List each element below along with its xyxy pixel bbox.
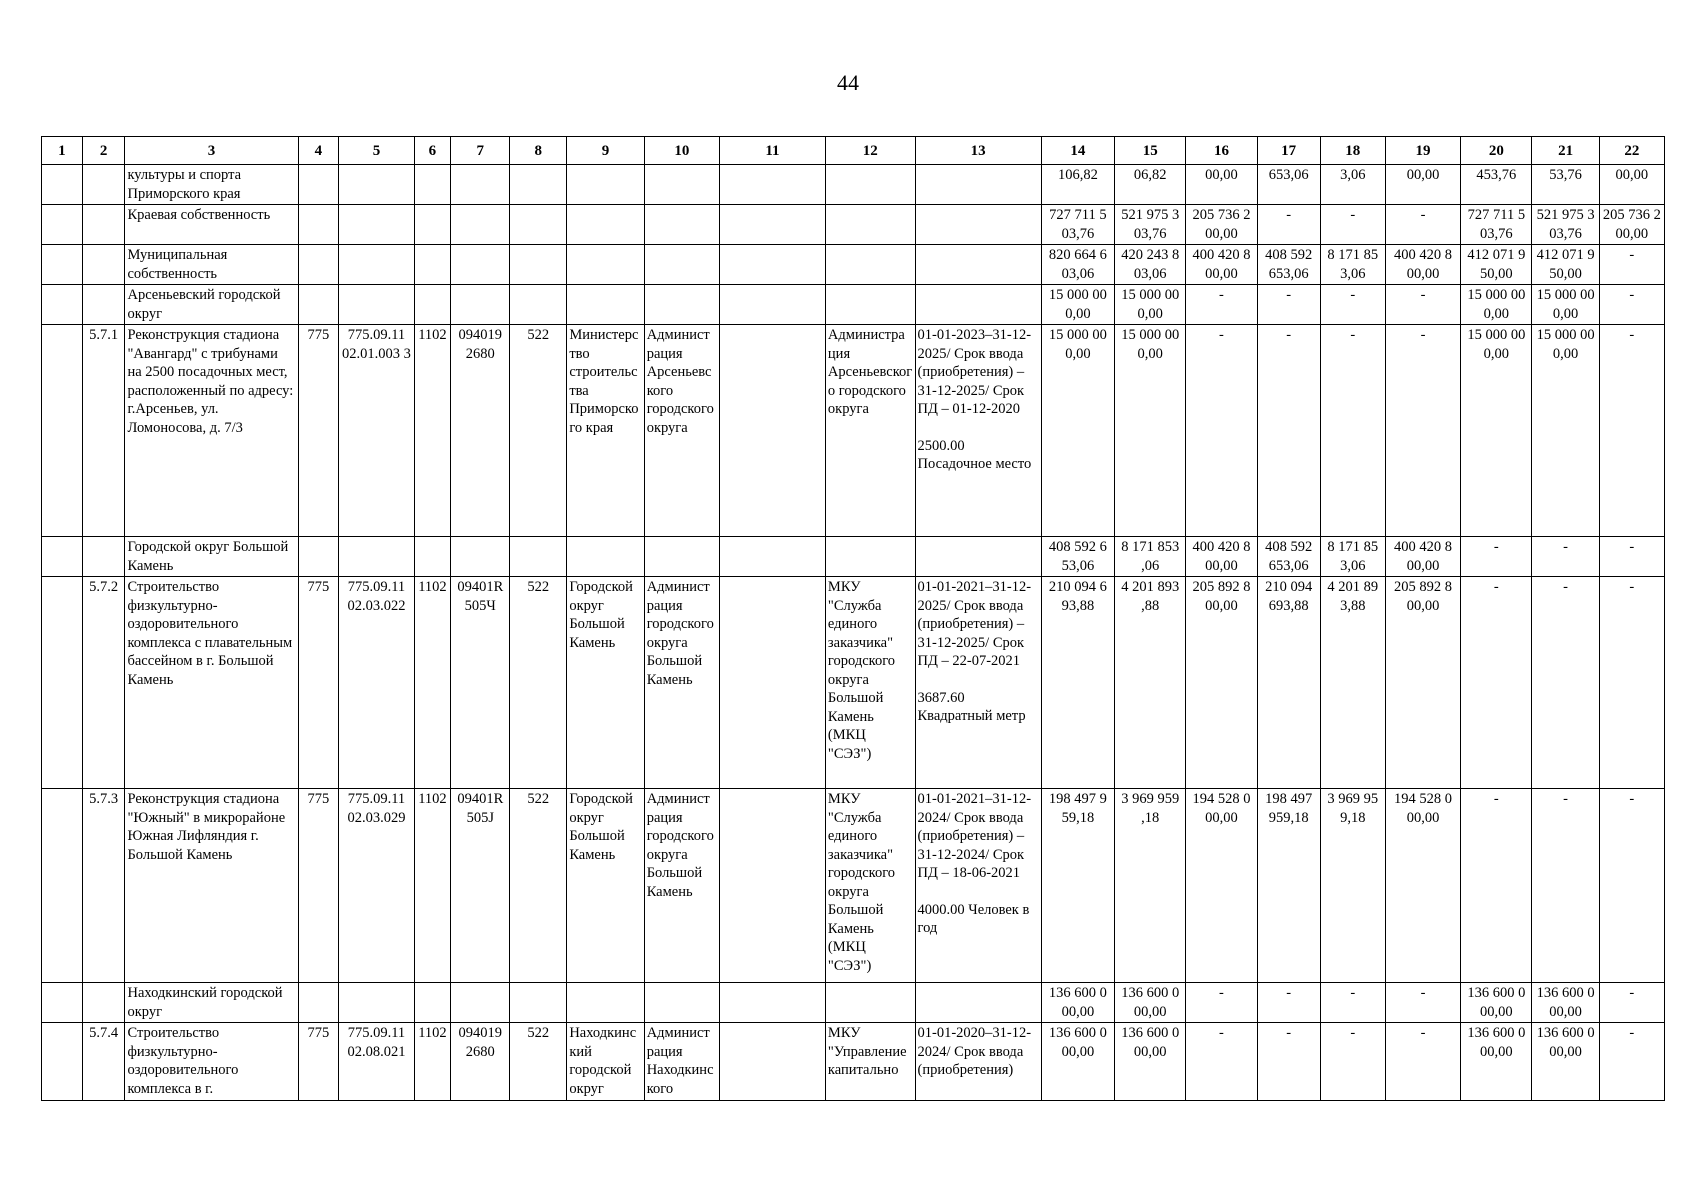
cell-col-8: 522 <box>510 577 567 789</box>
cell-col-9: Находкинский городской округ <box>567 1023 644 1101</box>
cell-col-8 <box>510 285 567 325</box>
cell-amount-col-18: 8 171 85 3,06 <box>1320 245 1385 285</box>
cell-item-number: 5.7.4 <box>82 1023 125 1101</box>
cell-col-6: 1102 <box>414 789 451 983</box>
cell-col-10 <box>644 245 719 285</box>
cell-amount-col-14: 727 711 5 03,76 <box>1041 205 1114 245</box>
cell-col-7: 094019 2680 <box>451 325 510 537</box>
table-body <box>42 165 1665 1101</box>
cell-object-name: Строительство физкультурно-оздоровительного комплекса с плавательным бассейном в г. Большой Камень <box>125 577 298 789</box>
cell-col-1 <box>42 789 83 983</box>
project-capacity: 4000.00 Человек в год <box>917 901 1030 936</box>
cell-col-11 <box>720 1023 826 1101</box>
cell-amount-col-22: - <box>1599 537 1664 577</box>
cell-col-12: МКУ "Управление капитально <box>825 1023 915 1101</box>
cell-amount-col-14: 408 592 6 53,06 <box>1041 537 1114 577</box>
cell-col-7: 09401R 505Ч <box>451 577 510 789</box>
cell-amount-col-16: 400 420 8 00,00 <box>1186 537 1257 577</box>
cell-col-10: Администрация городского округа Большой Камень <box>644 577 719 789</box>
column-header-7: 7 <box>451 137 510 165</box>
cell-col-7 <box>451 245 510 285</box>
cell-col-8: 522 <box>510 789 567 983</box>
cell-col-10: Администрация городского округа Большой Камень <box>644 789 719 983</box>
cell-col-12: МКУ "Служба единого заказчика" городского округа Большой Камень (МКЦ "СЭЗ") <box>825 789 915 983</box>
cell-col-13 <box>915 245 1041 285</box>
cell-item-number <box>82 983 125 1023</box>
cell-amount-col-16: 400 420 8 00,00 <box>1186 245 1257 285</box>
cell-col-9 <box>567 205 644 245</box>
column-header-21: 21 <box>1532 137 1599 165</box>
cell-col-13 <box>915 165 1041 205</box>
cell-col-5 <box>339 205 414 245</box>
project-dates: 01-01-2023–31-12-2025/ Срок ввода (приобретения) – 31-12-2025/ Срок ПД – 01-12-2020 <box>917 327 1032 417</box>
cell-amount-col-17: - <box>1257 1023 1320 1101</box>
cell-amount-col-15: 06,82 <box>1115 165 1186 205</box>
cell-amount-col-16: 205 892 8 00,00 <box>1186 577 1257 789</box>
cell-amount-col-22: - <box>1599 1023 1664 1101</box>
cell-amount-col-16: - <box>1186 983 1257 1023</box>
column-header-3: 3 <box>125 137 298 165</box>
owner-row <box>42 165 1665 205</box>
cell-amount-col-22: - <box>1599 325 1664 537</box>
cell-amount-col-21: 521 975 3 03,76 <box>1532 205 1599 245</box>
column-header-2: 2 <box>82 137 125 165</box>
cell-amount-col-14: 15 000 00 0,00 <box>1041 325 1114 537</box>
cell-col-1 <box>42 245 83 285</box>
cell-col-5 <box>339 537 414 577</box>
cell-amount-col-15: 521 975 3 03,76 <box>1115 205 1186 245</box>
project-row <box>42 577 1665 789</box>
cell-amount-col-21: 412 071 9 50,00 <box>1532 245 1599 285</box>
cell-amount-col-19: - <box>1385 1023 1460 1101</box>
cell-amount-col-16: 205 736 2 00,00 <box>1186 205 1257 245</box>
cell-object-name: Находкинский городской округ <box>125 983 298 1023</box>
cell-object-name: Муниципальная собственность <box>125 245 298 285</box>
cell-amount-col-19: - <box>1385 325 1460 537</box>
cell-amount-col-21: 136 600 0 00,00 <box>1532 983 1599 1023</box>
cell-col-6 <box>414 205 451 245</box>
cell-col-12 <box>825 983 915 1023</box>
cell-amount-col-17: 198 497 959,18 <box>1257 789 1320 983</box>
cell-item-number <box>82 165 125 205</box>
column-header-13: 13 <box>915 137 1041 165</box>
cell-col-11 <box>720 285 826 325</box>
cell-amount-col-19: 205 892 8 00,00 <box>1385 577 1460 789</box>
cell-amount-col-22: - <box>1599 285 1664 325</box>
owner-row <box>42 205 1665 245</box>
cell-col-11 <box>720 983 826 1023</box>
column-header-22: 22 <box>1599 137 1664 165</box>
cell-amount-col-17: - <box>1257 983 1320 1023</box>
column-header-18: 18 <box>1320 137 1385 165</box>
cell-col-10 <box>644 205 719 245</box>
cell-amount-col-20: 15 000 00 0,00 <box>1461 325 1532 537</box>
cell-amount-col-21: 15 000 00 0,00 <box>1532 325 1599 537</box>
cell-amount-col-17: - <box>1257 205 1320 245</box>
cell-col-12 <box>825 537 915 577</box>
cell-amount-col-17: - <box>1257 285 1320 325</box>
cell-amount-col-19: 00,00 <box>1385 165 1460 205</box>
cell-amount-col-14: 106,82 <box>1041 165 1114 205</box>
project-capacity: 2500.00 Посадочное место <box>917 437 1032 472</box>
header-row <box>42 137 1665 165</box>
cell-col-1 <box>42 537 83 577</box>
cell-amount-col-17: - <box>1257 325 1320 537</box>
cell-col-6 <box>414 537 451 577</box>
cell-col-11 <box>720 537 826 577</box>
cell-col-7 <box>451 983 510 1023</box>
column-header-10: 10 <box>644 137 719 165</box>
owner-row <box>42 245 1665 285</box>
cell-col-13 <box>915 537 1041 577</box>
cell-col-5 <box>339 285 414 325</box>
cell-col-12 <box>825 245 915 285</box>
cell-col-13 <box>915 285 1041 325</box>
cell-item-number <box>82 285 125 325</box>
cell-col-6 <box>414 245 451 285</box>
project-row <box>42 1023 1665 1101</box>
cell-col-13 <box>915 325 1041 537</box>
cell-col-7 <box>451 165 510 205</box>
cell-col-1 <box>42 325 83 537</box>
cell-amount-col-14: 820 664 6 03,06 <box>1041 245 1114 285</box>
cell-col-10 <box>644 165 719 205</box>
cell-amount-col-21: 136 600 0 00,00 <box>1532 1023 1599 1101</box>
budget-table <box>41 136 1665 1101</box>
owner-row <box>42 983 1665 1023</box>
cell-amount-col-21: - <box>1532 789 1599 983</box>
cell-item-number <box>82 205 125 245</box>
cell-amount-col-16: 194 528 0 00,00 <box>1186 789 1257 983</box>
project-row <box>42 325 1665 537</box>
cell-col-9: Городской округ Большой Камень <box>567 577 644 789</box>
cell-col-7: 094019 2680 <box>451 1023 510 1101</box>
cell-amount-col-20: 412 071 9 50,00 <box>1461 245 1532 285</box>
cell-amount-col-14: 210 094 6 93,88 <box>1041 577 1114 789</box>
cell-amount-col-19: 400 420 8 00,00 <box>1385 537 1460 577</box>
cell-amount-col-19: - <box>1385 205 1460 245</box>
cell-col-6 <box>414 285 451 325</box>
cell-amount-col-21: 53,76 <box>1532 165 1599 205</box>
project-dates: 01-01-2021–31-12-2025/ Срок ввода (приобретения) – 31-12-2025/ Срок ПД – 22-07-2021 <box>917 579 1032 669</box>
cell-amount-col-17: 653,06 <box>1257 165 1320 205</box>
cell-amount-col-20: 15 000 00 0,00 <box>1461 285 1532 325</box>
cell-amount-col-18: - <box>1320 285 1385 325</box>
cell-col-11 <box>720 577 826 789</box>
cell-amount-col-18: 4 201 89 3,88 <box>1320 577 1385 789</box>
cell-amount-col-19: 194 528 0 00,00 <box>1385 789 1460 983</box>
cell-col-13 <box>915 789 1041 983</box>
cell-col-5 <box>339 245 414 285</box>
cell-amount-col-14: 15 000 00 0,00 <box>1041 285 1114 325</box>
cell-col-8 <box>510 983 567 1023</box>
project-dates: 01-01-2021–31-12-2024/ Срок ввода (приобретения) – 31-12-2024/ Срок ПД – 18-06-2021 <box>917 791 1032 881</box>
cell-col-8 <box>510 205 567 245</box>
cell-amount-col-18: - <box>1320 983 1385 1023</box>
column-header-1: 1 <box>42 137 83 165</box>
cell-col-1 <box>42 1023 83 1101</box>
column-header-15: 15 <box>1115 137 1186 165</box>
project-row <box>42 789 1665 983</box>
cell-amount-col-18: - <box>1320 205 1385 245</box>
cell-amount-col-22: - <box>1599 789 1664 983</box>
column-header-20: 20 <box>1461 137 1532 165</box>
cell-amount-col-15: 15 000 00 0,00 <box>1115 325 1186 537</box>
cell-col-5 <box>339 983 414 1023</box>
cell-col-1 <box>42 577 83 789</box>
cell-amount-col-17: 210 094 693,88 <box>1257 577 1320 789</box>
cell-col-9: Министерство строительства Приморского края <box>567 325 644 537</box>
cell-item-number <box>82 537 125 577</box>
cell-col-12: МКУ "Служба единого заказчика" городского округа Большой Камень (МКЦ "СЭЗ") <box>825 577 915 789</box>
cell-col-5 <box>339 165 414 205</box>
column-header-4: 4 <box>298 137 339 165</box>
cell-amount-col-14: 136 600 0 00,00 <box>1041 1023 1114 1101</box>
cell-amount-col-15: 420 243 8 03,06 <box>1115 245 1186 285</box>
cell-col-9 <box>567 983 644 1023</box>
cell-amount-col-20: - <box>1461 577 1532 789</box>
cell-col-4 <box>298 537 339 577</box>
cell-col-8 <box>510 165 567 205</box>
cell-col-13 <box>915 205 1041 245</box>
cell-col-6: 1102 <box>414 325 451 537</box>
cell-col-5: 775.09.11 02.03.022 <box>339 577 414 789</box>
cell-object-name: Городской округ Большой Камень <box>125 537 298 577</box>
cell-col-11 <box>720 205 826 245</box>
column-header-9: 9 <box>567 137 644 165</box>
cell-col-10: Администрация Арсеньевского городского округа <box>644 325 719 537</box>
cell-object-name: Строительство физкультурно-оздоровительного комплекса в г. <box>125 1023 298 1101</box>
cell-col-8 <box>510 537 567 577</box>
cell-col-7 <box>451 537 510 577</box>
cell-amount-col-22: - <box>1599 577 1664 789</box>
cell-col-11 <box>720 165 826 205</box>
cell-col-1 <box>42 983 83 1023</box>
cell-amount-col-17: 408 592 653,06 <box>1257 245 1320 285</box>
cell-amount-col-20: 136 600 0 00,00 <box>1461 983 1532 1023</box>
cell-amount-col-16: - <box>1186 325 1257 537</box>
cell-amount-col-19: - <box>1385 285 1460 325</box>
cell-col-4: 775 <box>298 577 339 789</box>
cell-amount-col-18: 3 969 95 9,18 <box>1320 789 1385 983</box>
cell-col-9 <box>567 165 644 205</box>
cell-amount-col-21: 15 000 00 0,00 <box>1532 285 1599 325</box>
cell-col-13 <box>915 983 1041 1023</box>
cell-amount-col-15: 4 201 893 ,88 <box>1115 577 1186 789</box>
column-header-8: 8 <box>510 137 567 165</box>
cell-col-5: 775.09.11 02.01.003 3 <box>339 325 414 537</box>
cell-col-6: 1102 <box>414 577 451 789</box>
cell-object-name: Реконструкция стадиона "Южный" в микрорайоне Южная Лифляндия г. Большой Камень <box>125 789 298 983</box>
cell-amount-col-18: 8 171 85 3,06 <box>1320 537 1385 577</box>
cell-object-name: Арсеньевский городской округ <box>125 285 298 325</box>
column-header-5: 5 <box>339 137 414 165</box>
cell-amount-col-22: 00,00 <box>1599 165 1664 205</box>
cell-col-4 <box>298 205 339 245</box>
cell-item-number: 5.7.2 <box>82 577 125 789</box>
cell-col-1 <box>42 285 83 325</box>
cell-amount-col-20: - <box>1461 537 1532 577</box>
column-header-17: 17 <box>1257 137 1320 165</box>
cell-amount-col-19: 400 420 8 00,00 <box>1385 245 1460 285</box>
cell-amount-col-15: 8 171 853 ,06 <box>1115 537 1186 577</box>
cell-amount-col-22: - <box>1599 983 1664 1023</box>
cell-amount-col-20: 136 600 0 00,00 <box>1461 1023 1532 1101</box>
column-header-11: 11 <box>720 137 826 165</box>
cell-col-10 <box>644 983 719 1023</box>
cell-object-name: Краевая собственность <box>125 205 298 245</box>
owner-row <box>42 285 1665 325</box>
cell-col-1 <box>42 165 83 205</box>
cell-amount-col-20: 453,76 <box>1461 165 1532 205</box>
cell-col-5: 775.09.11 02.08.021 <box>339 1023 414 1101</box>
project-dates: 01-01-2020–31-12-2024/ Срок ввода (приобретения) <box>917 1025 1032 1078</box>
cell-col-9: Городской округ Большой Камень <box>567 789 644 983</box>
column-header-19: 19 <box>1385 137 1460 165</box>
cell-col-4: 775 <box>298 789 339 983</box>
cell-item-number: 5.7.1 <box>82 325 125 537</box>
cell-col-11 <box>720 789 826 983</box>
cell-amount-col-20: - <box>1461 789 1532 983</box>
cell-object-name: Реконструкция стадиона "Авангард" с трибунами на 2500 посадочных мест, расположенный по адресу: г.Арсеньев, ул. Ломоносова, д. 7/3 <box>125 325 298 537</box>
cell-amount-col-19: - <box>1385 983 1460 1023</box>
cell-amount-col-21: - <box>1532 577 1599 789</box>
cell-col-12 <box>825 285 915 325</box>
cell-col-10: Администрация Находкинского <box>644 1023 719 1101</box>
cell-col-1 <box>42 205 83 245</box>
cell-amount-col-16: - <box>1186 285 1257 325</box>
cell-col-9 <box>567 245 644 285</box>
cell-col-5: 775.09.11 02.03.029 <box>339 789 414 983</box>
cell-amount-col-18: - <box>1320 1023 1385 1101</box>
cell-col-12 <box>825 165 915 205</box>
page-number: 44 <box>837 70 859 95</box>
cell-col-9 <box>567 537 644 577</box>
cell-amount-col-15: 136 600 0 00,00 <box>1115 983 1186 1023</box>
cell-amount-col-17: 408 592 653,06 <box>1257 537 1320 577</box>
cell-col-11 <box>720 325 826 537</box>
column-header-12: 12 <box>825 137 915 165</box>
cell-col-13 <box>915 577 1041 789</box>
cell-col-4 <box>298 285 339 325</box>
cell-amount-col-14: 198 497 9 59,18 <box>1041 789 1114 983</box>
cell-col-7 <box>451 205 510 245</box>
cell-col-4: 775 <box>298 325 339 537</box>
cell-col-6 <box>414 165 451 205</box>
cell-col-8 <box>510 245 567 285</box>
cell-amount-col-21: - <box>1532 537 1599 577</box>
cell-amount-col-15: 136 600 0 00,00 <box>1115 1023 1186 1101</box>
cell-amount-col-14: 136 600 0 00,00 <box>1041 983 1114 1023</box>
column-header-16: 16 <box>1186 137 1257 165</box>
cell-col-4 <box>298 165 339 205</box>
cell-amount-col-20: 727 711 5 03,76 <box>1461 205 1532 245</box>
cell-item-number <box>82 245 125 285</box>
cell-amount-col-15: 15 000 00 0,00 <box>1115 285 1186 325</box>
cell-col-10 <box>644 537 719 577</box>
column-header-14: 14 <box>1041 137 1114 165</box>
cell-amount-col-18: 3,06 <box>1320 165 1385 205</box>
cell-amount-col-22: - <box>1599 245 1664 285</box>
cell-col-11 <box>720 245 826 285</box>
cell-col-12 <box>825 205 915 245</box>
cell-object-name: культуры и спорта Приморского края <box>125 165 298 205</box>
project-capacity: 3687.60 Квадратный метр <box>917 689 1026 724</box>
cell-col-7 <box>451 285 510 325</box>
column-header-6: 6 <box>414 137 451 165</box>
cell-amount-col-18: - <box>1320 325 1385 537</box>
cell-col-8: 522 <box>510 1023 567 1101</box>
cell-item-number: 5.7.3 <box>82 789 125 983</box>
cell-col-9 <box>567 285 644 325</box>
cell-col-10 <box>644 285 719 325</box>
cell-col-4 <box>298 245 339 285</box>
cell-amount-col-16: - <box>1186 1023 1257 1101</box>
cell-col-13 <box>915 1023 1041 1101</box>
cell-col-4: 775 <box>298 1023 339 1101</box>
cell-col-6: 1102 <box>414 1023 451 1101</box>
cell-col-8: 522 <box>510 325 567 537</box>
cell-amount-col-22: 205 736 2 00,00 <box>1599 205 1664 245</box>
cell-col-6 <box>414 983 451 1023</box>
owner-row <box>42 537 1665 577</box>
cell-amount-col-15: 3 969 959 ,18 <box>1115 789 1186 983</box>
cell-col-7: 09401R 505J <box>451 789 510 983</box>
cell-col-12: Администрация Арсеньевского городского округа <box>825 325 915 537</box>
cell-amount-col-16: 00,00 <box>1186 165 1257 205</box>
cell-col-4 <box>298 983 339 1023</box>
